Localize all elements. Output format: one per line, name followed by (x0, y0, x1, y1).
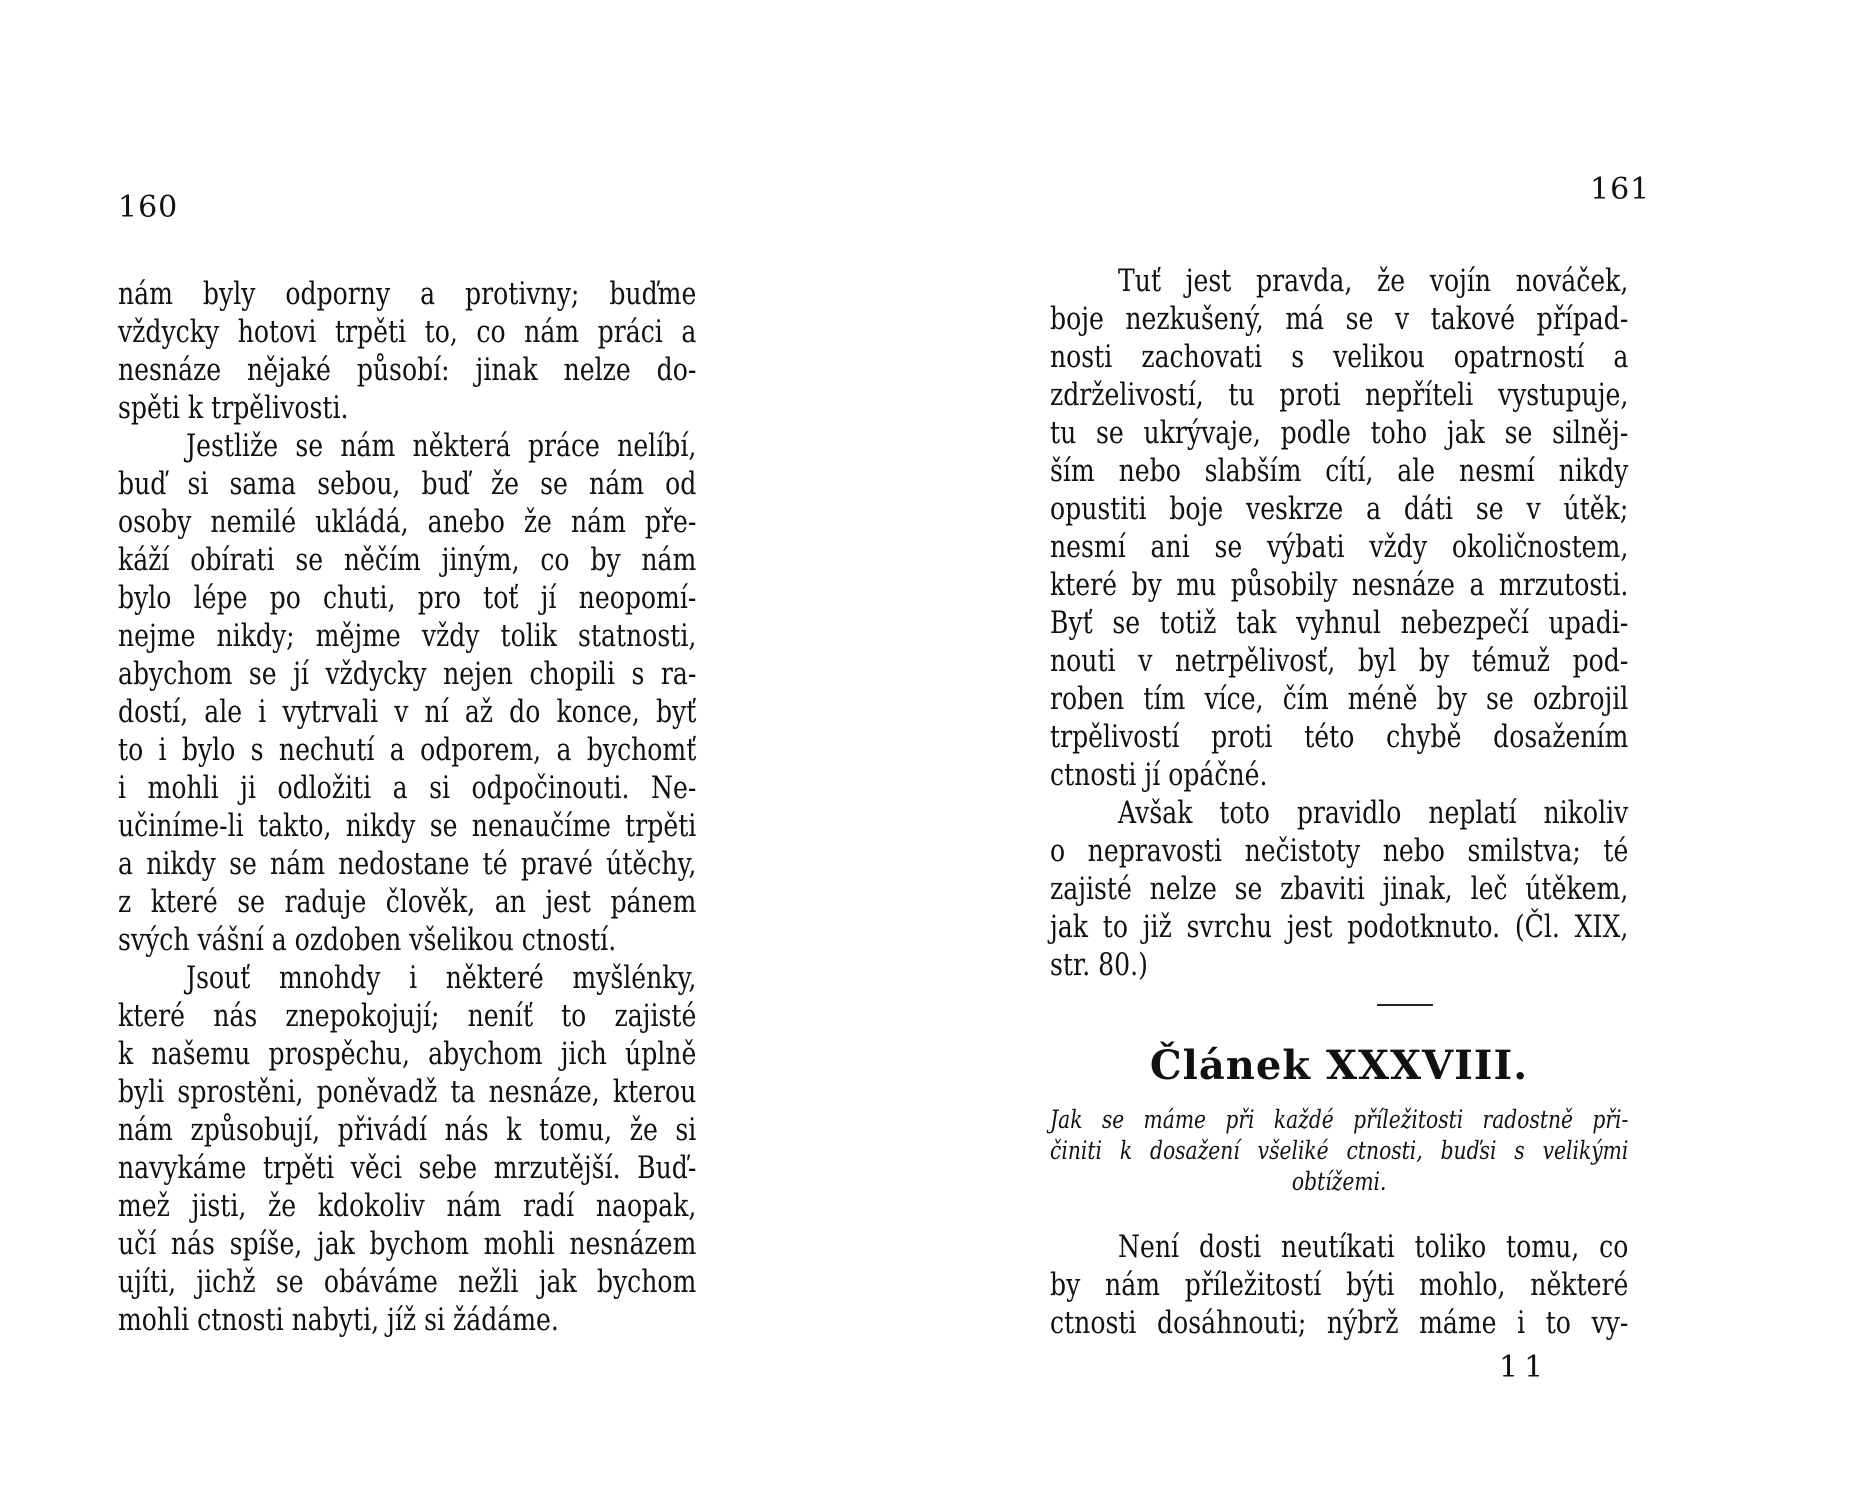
text-line: by nám příležitostí býti mohlo, některé (1050, 1267, 1629, 1303)
text-line: i mohli ji odložiti a si odpočinouti. Ne- (118, 770, 697, 806)
subtitle-line: Jak se máme při každé příležitosti radostně při- (1050, 1105, 1629, 1134)
text-line: nouti v netrpělivosť, byl by témuž pod- (1050, 643, 1629, 679)
text-line: byli sprostěni, poněvadž ta nesnáze, kterou (118, 1074, 697, 1110)
page-number-right: 161 (1590, 172, 1651, 207)
text-line: nosti zachovati s velikou opatrností a (1050, 339, 1629, 375)
text-line: Byť se totiž tak vyhnul nebezpečí upadi- (1050, 605, 1629, 641)
text-line: ujíti, jichž se obáváme nežli jak bychom (118, 1264, 697, 1300)
text-line: tu se ukrývaje, podle toho jak se silněj- (1050, 415, 1629, 451)
text-line: zajisté nelze se zbaviti jinak, leč útěkem, (1050, 871, 1629, 907)
text-line: nesmí ani se výbati vždy okoličnostem, (1050, 529, 1629, 565)
text-line: roben tím více, čím méně by se ozbrojil (1050, 681, 1629, 717)
subtitle-line: činiti k dosažení všeliké ctnosti, buďsi s velikými (1050, 1136, 1629, 1165)
text-line: opustiti boje veskrze a dáti se v útěk; (1050, 491, 1629, 527)
right-page (927, 0, 1854, 1500)
signature-mark: 11 (1499, 1350, 1550, 1385)
text-line: vždycky hotovi trpěti to, co nám práci a (118, 314, 697, 350)
text-line: ctnosti dosáhnouti; nýbrž máme i to vy- (1050, 1305, 1629, 1341)
text-line: ctnosti jí opáčné. (1050, 757, 1268, 793)
text-line: nejme nikdy; mějme vždy tolik statnosti, (118, 618, 697, 654)
paragraph-first-line: Není dosti neutíkati toliko tomu, co (1118, 1229, 1629, 1265)
text-line: spěti k trpělivosti. (118, 390, 349, 426)
text-line: dostí, ale i vytrvali v ní až do konce, byť (118, 694, 697, 730)
text-line: nám byly odporny a protivny; buďme (118, 276, 697, 312)
paragraph-first-line: Jsouť mnohdy i některé myšlénky, (186, 960, 697, 996)
text-line: mež jisti, že kdokoliv nám radí naopak, (118, 1188, 697, 1224)
right-page-text (1050, 262, 1628, 984)
text-line: ším nebo slabším cítí, ale nesmí nikdy (1050, 453, 1629, 489)
chapter-body-text (1050, 1228, 1628, 1342)
text-line: nám způsobují, přivádí nás k tomu, že si (118, 1112, 697, 1148)
subtitle-line: obtížemi. (1291, 1167, 1387, 1196)
text-line: buď si sama sebou, buď že se nám od (118, 466, 697, 502)
text-line: které nás znepokojují; neníť to zajisté (118, 998, 697, 1034)
text-line: navykáme trpěti věci sebe mrzutější. Buď- (118, 1150, 697, 1186)
text-line: boje nezkušený, má se v takové případ- (1050, 301, 1629, 337)
left-page-text (118, 275, 696, 1339)
text-line: osoby nemilé ukládá, anebo že nám pře- (118, 504, 697, 540)
text-line: o nepravosti nečistoty nebo smilstva; té (1050, 833, 1629, 869)
paragraph-first-line: Tuť jest pravda, že vojín nováček, (1118, 263, 1629, 299)
text-line: z které se raduje člověk, an jest pánem (118, 884, 697, 920)
page-number-left: 160 (118, 190, 179, 225)
paragraph-first-line: Avšak toto pravidlo neplatí nikoliv (1118, 795, 1629, 831)
text-line: mohli ctnosti nabyti, jíž si žádáme. (118, 1302, 559, 1338)
text-line: k našemu prospěchu, abychom jich úplně (118, 1036, 697, 1072)
text-line: jak to již svrchu jest podotknuto. (Čl. XIX, (1050, 909, 1629, 945)
text-line: bylo lépe po chuti, pro toť jí neopomí- (118, 580, 697, 616)
text-line: které by mu působily nesnáze a mrzutosti. (1050, 567, 1629, 603)
section-divider (1377, 1004, 1433, 1006)
text-line: učí nás spíše, jak bychom mohli nesnázem (118, 1226, 697, 1262)
chapter-subtitle (1050, 1104, 1628, 1197)
text-line: svých vášní a ozdoben všelikou ctností. (118, 922, 617, 958)
text-line: zdrželivostí, tu proti nepříteli vystupuje, (1050, 377, 1629, 413)
text-line: trpělivostí proti této chybě dosažením (1050, 719, 1629, 755)
text-line: abychom se jí vždycky nejen chopili s ra- (118, 656, 697, 692)
text-line: a nikdy se nám nedostane té pravé útěchy, (118, 846, 697, 882)
text-line: to i bylo s nechutí a odporem, a bychomť (118, 732, 697, 768)
text-line: káží obírati se něčím jiným, co by nám (118, 542, 697, 578)
paragraph-first-line: Jestliže se nám některá práce nelíbí, (186, 428, 697, 464)
text-line: učiníme-li takto, nikdy se nenaučíme trpěti (118, 808, 697, 844)
text-line: str. 80.) (1050, 947, 1148, 983)
text-line: nesnáze nějaké působí: jinak nelze do- (118, 352, 697, 388)
chapter-heading: Článek XXXVIII. (1149, 1042, 1529, 1089)
